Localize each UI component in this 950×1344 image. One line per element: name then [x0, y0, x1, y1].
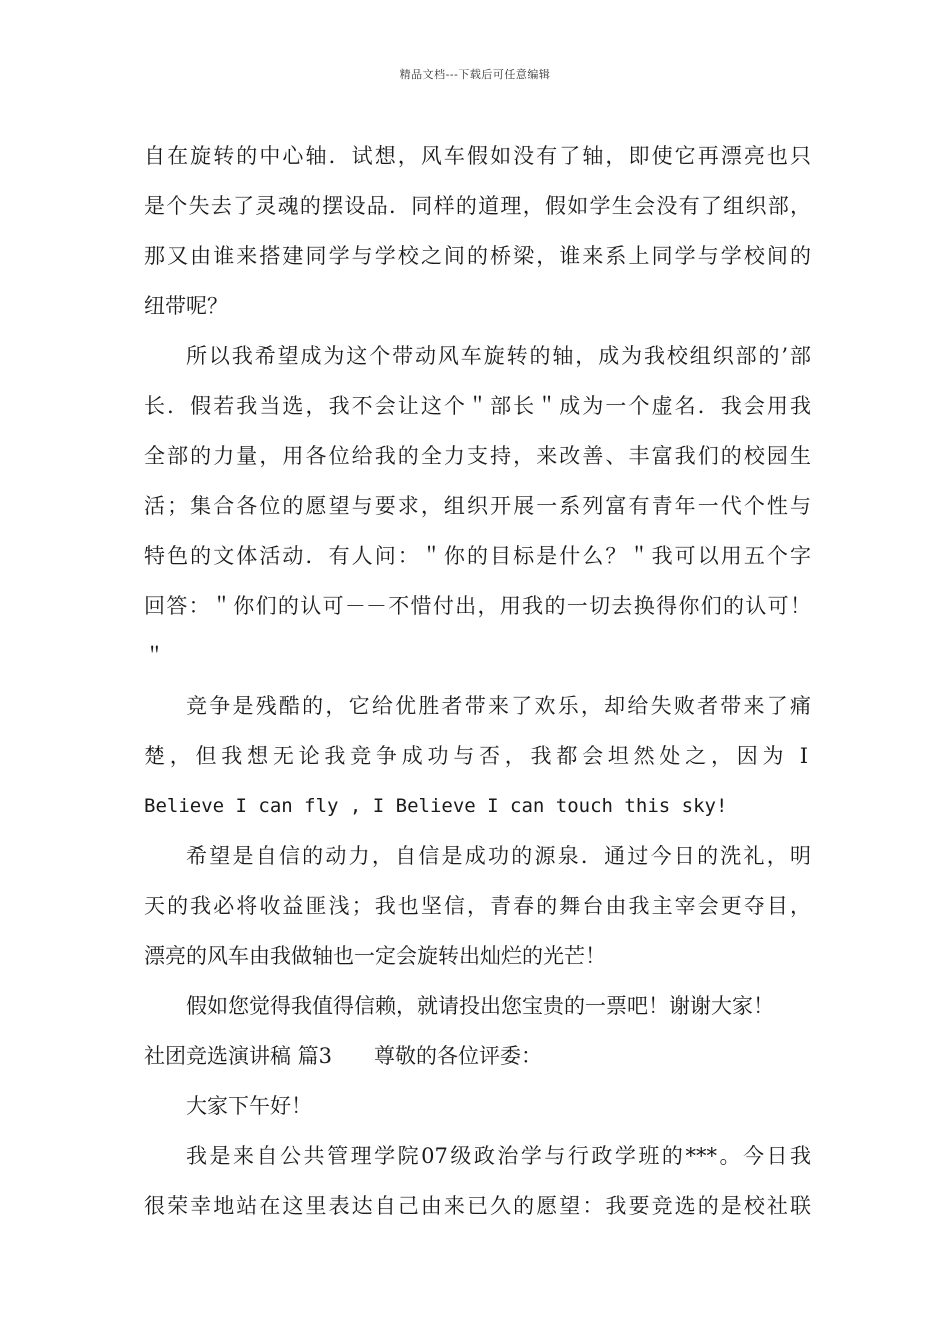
text-line: 是个失去了灵魂的摆设品．同样的道理，假如学生会没有了组织部，	[144, 194, 811, 218]
text-line: 特色的文体活动．有人问：＂你的目标是什么？＂我可以用五个字	[144, 544, 811, 568]
text-line: 很荣幸地站在这里表达自己由来已久的愿望：我要竞选的是校社联	[144, 1194, 811, 1218]
section-title: 社团竞选演讲稿 篇3	[144, 1044, 333, 1068]
text-line: 那又由谁来搭建同学与学校之间的桥梁，谁来系上同学与学校间的	[144, 244, 811, 268]
text-line: 回答：＂你们的认可－－不惜付出，用我的一切去换得你们的认可！	[144, 594, 811, 618]
text-line: 全部的力量，用各位给我的全力支持，来改善、丰富我们的校园生	[144, 444, 811, 468]
salutation: 尊敬的各位评委：	[374, 1044, 543, 1068]
text-line: 楚，但我想无论我竞争成功与否，我都会坦然处之，因为 I	[144, 744, 811, 768]
text-line: 活；集合各位的愿望与要求，组织开展一系列富有青年一代个性与	[144, 494, 811, 518]
document-body	[144, 131, 811, 1231]
paragraph-first-line: 竞争是残酷的，它给优胜者带来了欢乐，却给失败者带来了痛	[186, 694, 811, 718]
text-line: Believe I can fly , I Believe I can touch this sky!	[144, 795, 728, 817]
text-line: 自在旋转的中心轴．试想，风车假如没有了轴，即使它再漂亮也只	[144, 144, 811, 168]
text-line: 天的我必将收益匪浅；我也坚信，青春的舞台由我主宰会更夺目，	[144, 894, 811, 918]
paragraph-first-line: 希望是自信的动力，自信是成功的源泉．通过今日的洗礼，明	[186, 844, 811, 868]
section-heading-line	[144, 1031, 811, 1081]
greeting-line: 大家下午好！	[186, 1094, 312, 1118]
text-line: 长．假若我当选，我不会让这个＂部长＂成为一个虚名．我会用我	[144, 394, 811, 418]
paragraph-first-line: 假如您觉得我值得信赖，就请投出您宝贵的一票吧！谢谢大家！	[186, 994, 774, 1018]
text-line: 漂亮的风车由我做轴也一定会旋转出灿烂的光芒！	[144, 944, 606, 968]
paragraph-first-line: 我是来自公共管理学院07级政治学与行政学班的***。今日我	[186, 1144, 811, 1168]
text-line: 纽带呢？	[144, 294, 228, 318]
page-header: 精品文档---下载后可任意编辑	[399, 68, 551, 81]
paragraph-first-line: 所以我希望成为这个带动风车旋转的轴，成为我校组织部的’部	[186, 344, 811, 368]
text-line: ＂	[144, 644, 165, 668]
